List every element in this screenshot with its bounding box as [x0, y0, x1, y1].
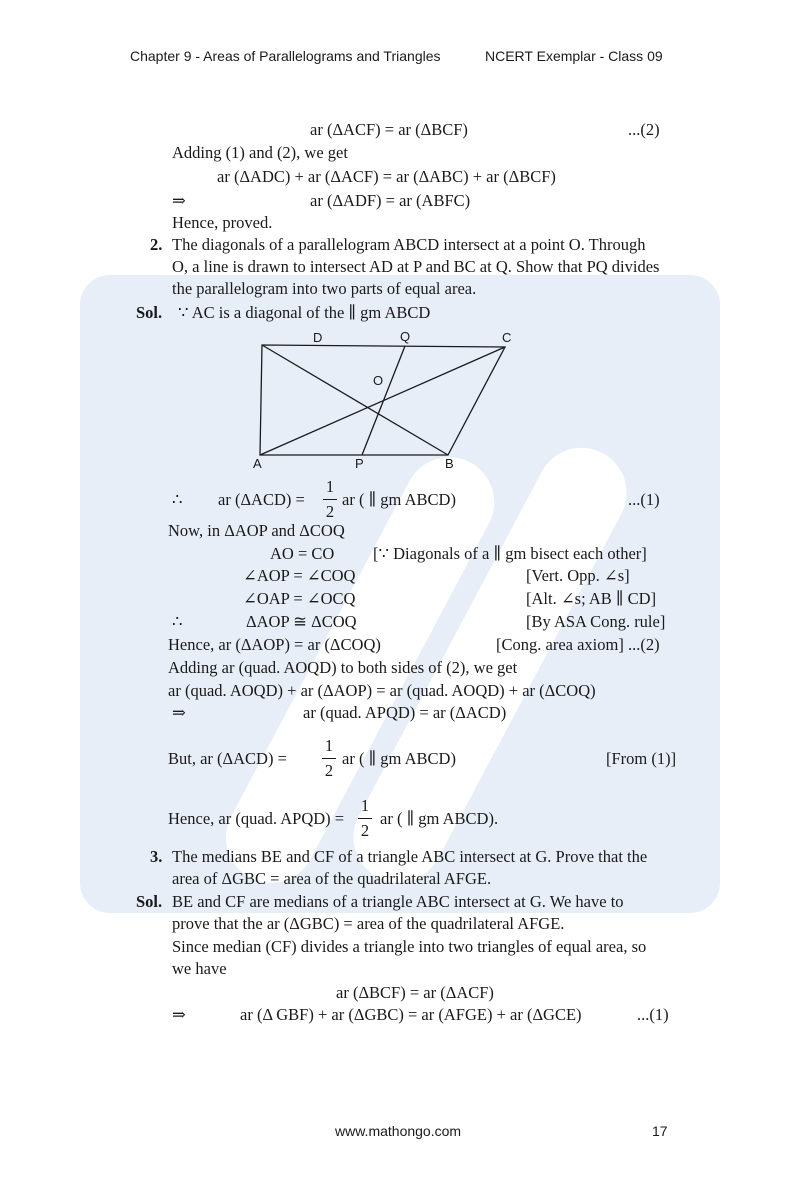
fraction-denominator: 2	[324, 761, 334, 780]
line-pq	[362, 346, 405, 455]
implies-symbol: ⇒	[172, 191, 186, 210]
solution-text: we have	[172, 959, 227, 978]
question-text: The diagonals of a parallelogram ABCD intersect at a point O. Through	[172, 235, 646, 254]
fraction-numerator: 1	[360, 796, 370, 815]
equation-line: ∠OAP = ∠OCQ	[243, 589, 356, 608]
reason-text: [By ASA Cong. rule]	[526, 612, 666, 631]
equation-line: ar (Δ GBF) + ar (ΔGBC) = ar (AFGE) + ar (ΔGCE)	[240, 1005, 582, 1024]
reason-text: [Cong. area axiom] ...(2)	[496, 635, 660, 654]
solution-text: Since median (CF) divides a triangle into two triangles of equal area, so	[172, 937, 647, 956]
fraction-half	[358, 796, 372, 841]
diagonal-bd	[262, 345, 448, 455]
label-q: Q	[400, 329, 411, 344]
reason-text: [Alt. ∠s; AB ∥ CD]	[526, 589, 657, 608]
question-text: the parallelogram into two parts of equal area.	[172, 279, 477, 298]
equation-line: ar ( ∥ gm ABCD)	[342, 490, 456, 509]
diagonal-ac	[260, 347, 505, 455]
fraction-denominator: 2	[325, 502, 335, 521]
equation-line: ar (ΔBCF) = ar (ΔACF)	[336, 983, 494, 1002]
implies-symbol: ⇒	[172, 703, 186, 722]
question-text: area of ΔGBC = area of the quadrilateral AFGE.	[172, 869, 492, 888]
therefore-symbol: ∴	[172, 612, 183, 631]
reason-text: [Vert. Opp. ∠s]	[526, 566, 630, 585]
book-title: NCERT Exemplar - Class 09	[485, 48, 663, 64]
label-b: B	[445, 456, 454, 471]
label-a: A	[253, 456, 262, 471]
solution-text: ∵ AC is a diagonal of the ∥ gm ABCD	[178, 303, 431, 322]
equation-line: ar (quad. AOQD) + ar (ΔAOP) = ar (quad. AOQD) + ar (ΔCOQ)	[168, 681, 596, 700]
equation-line: ar (quad. APQD) = ar (ΔACD)	[303, 703, 507, 722]
equation-line: ar ( ∥ gm ABCD)	[342, 749, 456, 768]
label-c: C	[502, 330, 512, 345]
solution-label: Sol.	[136, 303, 163, 322]
text-line: Hence, proved.	[172, 213, 273, 232]
fraction-numerator: 1	[324, 736, 334, 755]
equation-line: ∠AOP = ∠COQ	[243, 566, 356, 585]
text-line: Adding (1) and (2), we get	[172, 143, 348, 162]
label-o: O	[373, 373, 384, 388]
equation-tag: ...(2)	[628, 120, 660, 139]
therefore-symbol: ∴	[172, 490, 183, 509]
label-d: D	[313, 330, 323, 345]
question-number: 3.	[150, 847, 163, 866]
parallelogram-figure	[240, 325, 530, 475]
question-text: The medians BE and CF of a triangle ABC intersect at G. Prove that the	[172, 847, 648, 866]
equation-line: Hence, ar (ΔAOP) = ar (ΔCOQ)	[168, 635, 381, 654]
question-text: O, a line is drawn to intersect AD at P and BC at Q. Show that PQ divides	[172, 257, 660, 276]
reason-text: [∵ Diagonals of a ∥ gm bisect each other]	[373, 544, 647, 563]
solution-label: Sol.	[136, 892, 163, 911]
fraction-numerator: 1	[325, 477, 335, 496]
equation-line: Hence, ar (quad. APQD) =	[168, 809, 345, 828]
fraction-half	[323, 477, 337, 522]
equation-tag: ...(1)	[628, 490, 660, 509]
equation-line: AO = CO	[270, 544, 335, 563]
fraction-half	[322, 736, 336, 781]
equation-line: ar ( ∥ gm ABCD).	[380, 809, 499, 828]
equation-line: ar (ΔACF) = ar (ΔBCF)	[310, 120, 468, 139]
equation-line: ΔAOP ≅ ΔCOQ	[246, 612, 357, 631]
page-number: 17	[652, 1123, 668, 1139]
chapter-title: Chapter 9 - Areas of Parallelograms and Triangles	[130, 48, 441, 64]
equation-line: ar (ΔADC) + ar (ΔACF) = ar (ΔABC) + ar (ΔBCF)	[217, 167, 556, 186]
solution-text: BE and CF are medians of a triangle ABC intersect at G. We have to	[172, 892, 624, 911]
equation-line: But, ar (ΔACD) =	[168, 749, 287, 768]
fraction-denominator: 2	[360, 821, 370, 840]
solution-text: prove that the ar (ΔGBC) = area of the quadrilateral AFGE.	[172, 914, 565, 933]
reason-text: [From (1)]	[606, 749, 677, 768]
equation-line: ar (ΔADF) = ar (ABFC)	[310, 191, 471, 210]
footer-website: www.mathongo.com	[335, 1123, 462, 1139]
question-number: 2.	[150, 235, 163, 254]
label-p: P	[355, 456, 364, 471]
implies-symbol: ⇒	[172, 1005, 186, 1024]
equation-line: ar (ΔACD) =	[218, 490, 305, 509]
text-line: Now, in ΔAOP and ΔCOQ	[168, 521, 345, 540]
text-line: Adding ar (quad. AOQD) to both sides of (2), we get	[168, 658, 518, 677]
equation-tag: ...(1)	[637, 1005, 669, 1024]
